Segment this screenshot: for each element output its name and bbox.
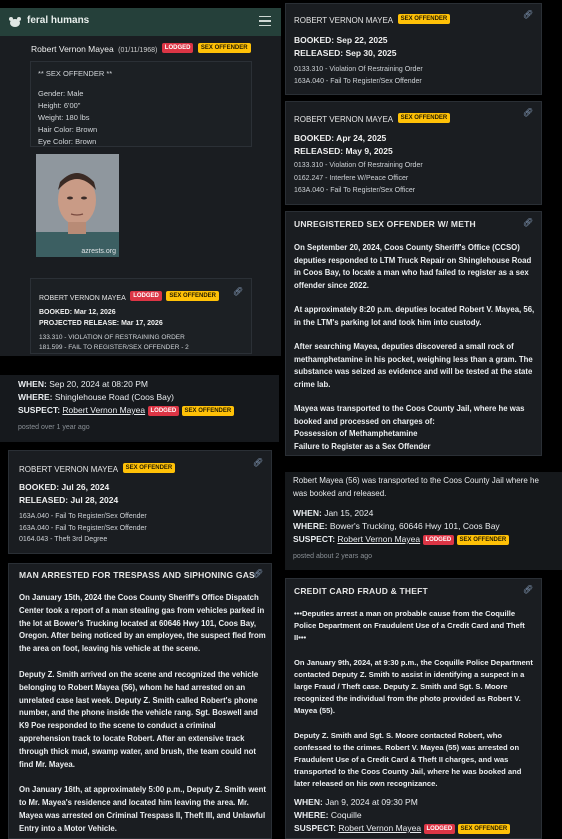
article-paragraph: •••Deputies arrest a man on probable cause from the Coquille Police Department on Fraudulent Use of a Credit Card and Theft II••• — [294, 609, 525, 643]
article-paragraph: On January 15th, 2024 the Coos County Sheriff's Office Dispatch Center took a report of a man stealing gas from vehicles parked in the lot at Bower's Trucking located at 60646 Hwy 101, Coos Bay, Oregon. After being noticed by an employee, the suspect fled from the area on foot, leaving his vehicle at the scene. — [19, 593, 266, 654]
incident-lead: Robert Mayea (56) was transported to the Coos County Jail where he was booked and released. — [293, 476, 539, 498]
lodged-badge: LODGED — [423, 535, 455, 545]
booked-date: BOOKED: Sep 22, 2025 — [294, 35, 388, 45]
incident-panel-jan15 — [285, 472, 562, 570]
sex-offender-badge: SEX OFFENDER — [182, 406, 235, 416]
incident-when: WHEN: Jan 9, 2024 at 09:30 PM — [294, 797, 418, 807]
weight: Weight: 180 lbs — [38, 113, 90, 122]
charge: 163A.040 - Fail To Register/Sex Offender — [294, 78, 422, 85]
article-paragraph: On January 16th, at approximately 5:00 p.m., Deputy Z. Smith went to Mr. Mayea's residence and located him leaving the area. Mr. Mayea was arrested on Criminal Trespass II, Theft III, and Unlawful Entry into a Motor Vehicle. — [19, 785, 266, 833]
incident-suspect: SUSPECT: Robert Vernon Mayea LODGED SEX OFFENDER — [294, 822, 542, 835]
booked-date: BOOKED: Jul 26, 2024 — [19, 482, 110, 492]
lodged-badge: LODGED — [148, 406, 180, 416]
brand-name[interactable]: feral humans — [27, 15, 90, 26]
brand-logo-icon — [8, 15, 22, 27]
article-paragraph: Mayea was transported to the Coos County Jail, where he was booked and processed on charges of: — [294, 404, 525, 426]
posted-time[interactable]: posted about 2 years ago — [293, 553, 373, 560]
profile-panel — [0, 8, 281, 356]
sex-offender-badge: SEX OFFENDER — [123, 463, 176, 473]
incident-when: WHEN: Jan 15, 2024 — [293, 508, 374, 518]
booking-name[interactable]: ROBERT VERNON MAYEA — [19, 465, 119, 474]
height: Height: 6'00" — [38, 101, 81, 110]
article-title[interactable]: CREDIT CARD FRAUD & THEFT — [294, 586, 428, 596]
article-paragraph: At approximately 8:20 p.m. deputies located Robert V. Mayea, 56, in the LTM's parking lot and took him into custody. — [294, 305, 535, 327]
gender: Gender: Male — [38, 89, 84, 98]
charge: 0133.310 - Violation Of Restraining Order — [294, 66, 423, 73]
incident-when: WHEN: Sep 20, 2024 at 08:20 PM — [18, 379, 148, 389]
charge-line: Possession of Methamphetamine — [294, 429, 418, 438]
profile-info-card — [30, 61, 252, 147]
link-icon[interactable]: 🔗︎ — [522, 108, 533, 117]
posted-time[interactable]: posted over 1 year ago — [18, 424, 90, 431]
profile-header — [31, 39, 271, 54]
charge: 133.310 - VIOLATION OF RESTRAINING ORDER — [39, 334, 185, 341]
article-paragraph: After searching Mayea, deputies discovered a small rock of methamphetamine in his pocket, weighing less than a gram. The substance was seized as evidence and will be tested at the state crime lab. — [294, 342, 533, 389]
article-title[interactable]: UNREGISTERED SEX OFFENDER W/ METH — [294, 219, 476, 229]
charge: 0164.043 - Theft 3rd Degree — [19, 536, 108, 543]
mugshot-watermark: azrests.org — [81, 248, 116, 255]
suspect-link[interactable]: Robert Vernon Mayea — [62, 405, 146, 415]
incident-where: WHERE: Coquille — [294, 810, 362, 820]
released-date: RELEASED: Sep 30, 2025 — [294, 48, 397, 58]
sex-offender-badge: SEX OFFENDER — [166, 291, 219, 301]
article-meth — [285, 211, 542, 456]
charge: 181.599 - FAIL TO REGISTER/SEX OFFENDER - 2 — [39, 344, 189, 351]
link-icon[interactable]: 🔗︎ — [232, 287, 243, 296]
link-icon[interactable]: 🔗︎ — [522, 218, 533, 227]
hair-color: Hair Color: Brown — [38, 125, 98, 134]
lodged-badge: LODGED — [162, 43, 194, 53]
eye-color: Eye Color: Brown — [38, 137, 97, 146]
sex-offender-badge: SEX OFFENDER — [457, 535, 510, 545]
lodged-badge: LODGED — [424, 824, 456, 834]
booking-name[interactable]: ROBERT VERNON MAYEA — [294, 115, 394, 124]
article-paragraph: On January 9th, 2024, at 9:30 p.m., the Coquille Police Department contacted Deputy Z. Smith to assist in identifying a suspect in a large Fraud / Theft case. Deputy Z. Smith and Sgt. S. Moore recognized the individual from the photo provided as Robert V. Mayea (55). — [294, 657, 533, 716]
profile-dob: (01/11/1968) — [118, 47, 158, 54]
charge: 0162.247 - Interfere W/Peace Officer — [294, 174, 409, 182]
booking-card-mar — [30, 278, 252, 354]
article-paragraph: Deputy Z. Smith arrived on the scene and recognized the vehicle belonging to Robert Mayea (56), whom he had arrested on an unrelated case last week. Deputy Z. Smith called Robert's phone number, and the phone inside the vehicle rang. Sgt. Boswell and K9 Poe responded to the scene to conduct a criminal apprehension track to locate Robert. After an extensive track through thick mud, swamp water, and brush, the team could not find Mr. Mayea. — [19, 669, 259, 769]
sex-offender-badge: SEX OFFENDER — [398, 113, 451, 123]
mugshot[interactable] — [36, 154, 119, 257]
incident-suspect: SUSPECT: Robert Vernon Mayea LODGED SEX OFFENDER — [293, 533, 558, 546]
incident-suspect: SUSPECT: Robert Vernon Mayea LODGED SEX OFFENDER — [18, 404, 278, 417]
charge: 163A.040 - Fail To Register/Sex Officer — [294, 187, 416, 194]
booked-date: BOOKED: Mar 12, 2026 — [39, 309, 116, 316]
suspect-link[interactable]: Robert Vernon Mayea — [338, 823, 422, 833]
booking-panel-sep — [285, 3, 542, 95]
link-icon[interactable]: 🔗︎ — [522, 585, 533, 594]
incident-panel-sep — [0, 375, 279, 442]
booking-panel-jul — [8, 450, 272, 554]
link-icon[interactable]: 🔗︎ — [522, 10, 533, 19]
sex-offender-badge: SEX OFFENDER — [198, 43, 251, 53]
article-trespass — [8, 563, 272, 839]
sex-offender-badge: SEX OFFENDER — [398, 14, 451, 24]
article-title[interactable]: MAN ARRESTED FOR TRESPASS AND SIPHONING GAS — [19, 570, 255, 580]
booking-name[interactable]: ROBERT VERNON MAYEA — [39, 295, 126, 302]
charge: 163A.040 - Fail To Register/Sex Offender — [19, 513, 147, 520]
article-paragraph: Deputy Z. Smith and Sgt. S. Moore contacted Robert, who confessed to the crimes. Robert V. Mayea (55) was arrested on Fraudulent Use of a Credit Card & Theft II charges, and was transported to the Coos County Jail, where he was booked and later released on his own recognizance. — [294, 730, 522, 789]
projected-release: PROJECTED RELEASE: Mar 17, 2026 — [39, 320, 163, 327]
charge: 0133.310 - Violation Of Restraining Order — [294, 162, 423, 169]
link-icon[interactable]: 🔗︎ — [252, 569, 263, 578]
navbar — [0, 8, 281, 36]
profile-name: Robert Vernon Mayea — [31, 44, 114, 54]
sex-offender-badge: SEX OFFENDER — [458, 824, 511, 834]
article-credit-card — [285, 578, 542, 839]
menu-toggle-icon[interactable] — [259, 16, 271, 26]
booking-name[interactable]: ROBERT VERNON MAYEA — [294, 16, 394, 25]
booked-date: BOOKED: Apr 24, 2025 — [294, 133, 387, 143]
article-paragraph: On September 20, 2024, Coos County Sheriff's Office (CCSO) deputies responded to LTM Truck Repair on Shinglehouse Road in Coos Bay, to locate a man who had failed to register as a sex offender since 2022. — [294, 243, 532, 290]
released-date: RELEASED: May 9, 2025 — [294, 146, 393, 156]
charge: 163A.040 - Fail To Register/Sex Offender — [19, 524, 147, 532]
incident-where: WHERE: Shinglehouse Road (Coos Bay) — [18, 392, 174, 402]
booking-panel-apr — [285, 101, 542, 205]
released-date: RELEASED: Jul 28, 2024 — [19, 495, 119, 505]
suspect-link[interactable]: Robert Vernon Mayea — [337, 534, 421, 544]
incident-where: WHERE: Bower's Trucking, 60646 Hwy 101, Coos Bay — [293, 521, 500, 531]
link-icon[interactable]: 🔗︎ — [252, 458, 263, 467]
lodged-badge: LODGED — [130, 291, 162, 301]
charge-line: Failure to Register as a Sex Offender — [294, 441, 431, 451]
info-title: ** SEX OFFENDER ** — [38, 69, 113, 78]
